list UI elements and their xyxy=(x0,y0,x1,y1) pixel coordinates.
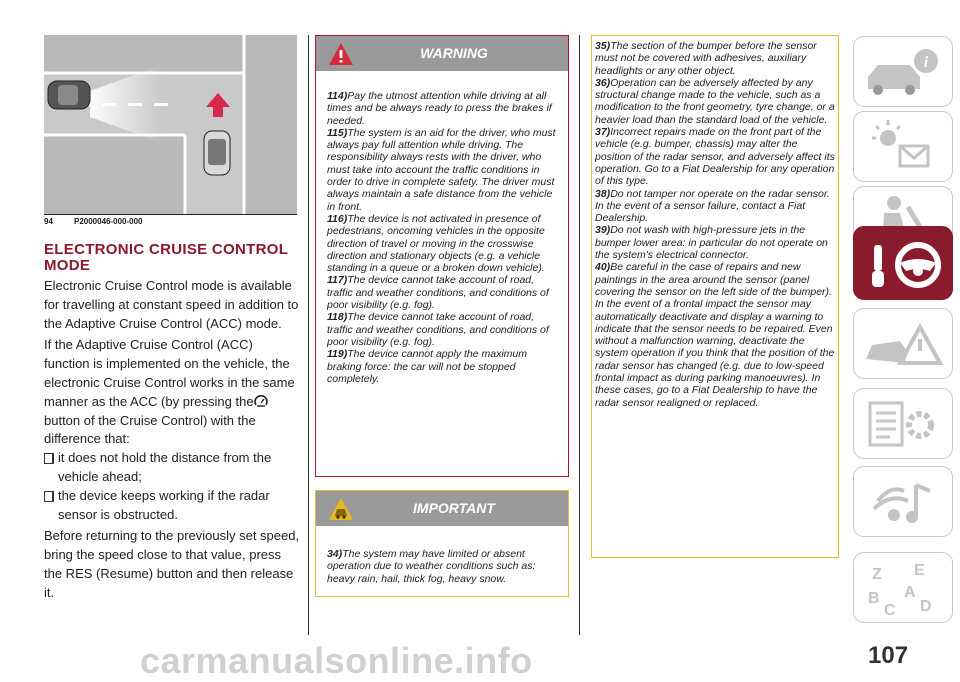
cruise-control-speedometer-icon xyxy=(254,395,268,407)
index-letter: Z xyxy=(872,566,882,583)
paragraph-acc xyxy=(44,336,300,524)
column3-notes xyxy=(595,40,835,409)
index-letter: B xyxy=(868,590,880,607)
important-header xyxy=(316,491,568,526)
note-item xyxy=(327,311,561,348)
note-item xyxy=(327,90,561,127)
important-box xyxy=(315,490,569,597)
note-number: 118) xyxy=(327,311,348,324)
note-number: 35) xyxy=(595,40,611,52)
warning-box xyxy=(315,35,569,477)
note-text: Operation can be adversely affected by any structural change made to the vehicle, such as a modification to the front geometry, tyre change, or a heavier load than the standard load of the vehicle. xyxy=(595,76,835,126)
note-number: 115) xyxy=(327,126,348,139)
note-number: 116) xyxy=(327,212,348,225)
car-info-icon xyxy=(854,37,954,108)
alphabetical-index-icon xyxy=(854,553,954,624)
chapter-tab-car-info[interactable] xyxy=(853,36,953,107)
paragraph-acc-end: button of the Cruise Control) with the difference that: xyxy=(44,412,256,447)
warning-title: WARNING xyxy=(420,45,488,61)
lights-mail-icon xyxy=(854,112,954,183)
note-item xyxy=(595,77,835,126)
maintenance-checklist-icon xyxy=(854,389,954,460)
note-text: Incorrect repairs made on the front part of the vehicle (e.g. bumper, chassis) may alter the position of the radar sensor, and adversely affect its operation. Go to a Fiat Dealership for any operation of this type. xyxy=(595,126,835,188)
paragraph-acc-start: If the Adaptive Cruise Control (ACC) function is implemented on the vehicle, the electronic Cruise Control works in the same manner as the ACC (by pressing the xyxy=(44,337,295,409)
note-number: 36) xyxy=(595,76,611,89)
note-item xyxy=(595,261,835,409)
note-item xyxy=(327,348,561,385)
note-number: 38) xyxy=(595,187,611,200)
radar-diagram-figure xyxy=(44,35,297,215)
multimedia-icon xyxy=(854,467,954,538)
figure-code: P2000046-000-000 xyxy=(74,217,143,226)
bullet-text: it does not hold the distance from the vehicle ahead; xyxy=(58,450,272,484)
warning-header xyxy=(316,36,568,71)
bullet-marker-icon xyxy=(44,453,54,464)
chapter-tab-lights[interactable] xyxy=(853,111,953,182)
note-item xyxy=(327,548,561,585)
page-number: 107 xyxy=(868,642,909,669)
bullet-marker-icon xyxy=(44,491,54,502)
bullet-item xyxy=(44,449,300,487)
chapter-tab-starting-driving[interactable] xyxy=(853,226,953,300)
warning-triangle-icon xyxy=(328,42,354,66)
figure-caption xyxy=(44,214,297,229)
note-item xyxy=(327,127,561,213)
note-text: Do not tamper nor operate on the radar sensor. In the event of a sensor failure, contact a Fiat Dealership. xyxy=(595,187,830,225)
index-letter: A xyxy=(904,584,916,601)
chapter-tab-emergency[interactable] xyxy=(853,308,953,379)
index-letter: E xyxy=(914,562,925,579)
note-text: The section of the bumper before the sensor must not be covered with adhesives, auxiliary headlights or any other object. xyxy=(595,40,817,77)
figure-number: 94 xyxy=(44,217,53,226)
note-text: Do not wash with high-pressure jets in the bumper lower area: in particular do not operate on the system's electrical connector. xyxy=(595,224,828,262)
bullet-text: the device keeps working if the radar sensor is obstructed. xyxy=(58,487,270,522)
note-number: 39) xyxy=(595,224,611,237)
watermark: carmanualsonline.info xyxy=(140,640,533,681)
note-number: 114) xyxy=(327,90,348,102)
note-number: 34) xyxy=(327,548,343,560)
paragraph-resume: Before returning to the previously set speed, bring the speed close to that value, press the RES (Resume) button and then release it. xyxy=(44,528,300,600)
note-item xyxy=(595,224,835,261)
index-letter: D xyxy=(920,598,932,615)
note-item xyxy=(327,213,561,274)
important-notes xyxy=(327,548,561,585)
note-text: The device cannot take account of road, traffic and weather conditions, and conditions of poor visibility (e.g. fog). xyxy=(327,274,549,312)
bullet-item xyxy=(44,487,300,525)
note-number: 37) xyxy=(595,126,611,139)
index-letter: C xyxy=(884,602,896,619)
note-text: The system is an aid for the driver, who must always pay full attention while driving. The responsibility always rests with the driver, who must take into account the traffic conditions in order to drive in complete safety. The driver must always maintain a safe distance from the vehicle in front. xyxy=(327,126,556,213)
note-item xyxy=(327,274,561,311)
note-number: 117) xyxy=(327,274,348,287)
column-divider xyxy=(308,35,309,635)
note-text: The device cannot take account of road, traffic and weather conditions, and conditions of poor visibility (e.g. fog). xyxy=(327,311,549,348)
section-title: ELECTRONIC CRUISE CONTROL MODE xyxy=(44,241,288,274)
body-text xyxy=(44,277,300,606)
note-text: The device is not activated in presence of pedestrians, oncoming vehicles in the opposite direction of travel or moving in the crosswise direction and stationary objects (e.g. a vehicle standing in a queue or a broken down vehicle). xyxy=(327,212,545,275)
notes-continued-box xyxy=(591,35,839,558)
important-caution-icon xyxy=(328,497,354,521)
warning-notes xyxy=(327,90,561,385)
chapter-tab-multimedia[interactable] xyxy=(853,466,953,537)
chapter-tab-index[interactable] xyxy=(853,552,953,623)
chapter-tab-maintenance[interactable] xyxy=(853,388,953,459)
note-number: 119) xyxy=(327,348,348,361)
road-diagram-graphic xyxy=(44,35,297,215)
key-steering-wheel-icon xyxy=(854,227,954,301)
paragraph-intro: Electronic Cruise Control mode is available for travelling at constant speed in addition to the Adaptive Cruise Control (ACC) mode. xyxy=(44,278,299,331)
note-number: 40) xyxy=(595,261,611,274)
note-text: Be careful in the case of repairs and new paintings in the area around the sensor (panel covering the sensor on the left side of the bumper). In the event of a frontal impact the sensor may automatically deactivate and display a warning to indicate that the sensor needs to be repaired. Even without a malfunction warning, deactivate the system operation if you think that the position of the radar sensor has changed (e.g. due to low-speed frontal impact as during parking manoeuvres). In these cases, go to a Fiat Dealership to have the radar sensor realigned or replaced. xyxy=(595,261,835,409)
important-title: IMPORTANT xyxy=(413,500,495,516)
note-item xyxy=(595,126,835,187)
note-item xyxy=(595,188,835,225)
accident-warning-icon xyxy=(854,309,954,380)
svg-text:i: i xyxy=(923,54,929,71)
note-text: Pay the utmost attention while driving at all times and be always ready to press the brakes if needed. xyxy=(327,90,552,127)
column-divider xyxy=(579,35,580,635)
note-text: The device cannot apply the maximum braking force: the car will not be stopped completely. xyxy=(327,348,528,385)
note-text: The system may have limited or absent operation due to weather conditions such as: heavy rain, hail, thick fog, heavy snow. xyxy=(327,548,536,585)
note-item xyxy=(595,40,835,77)
